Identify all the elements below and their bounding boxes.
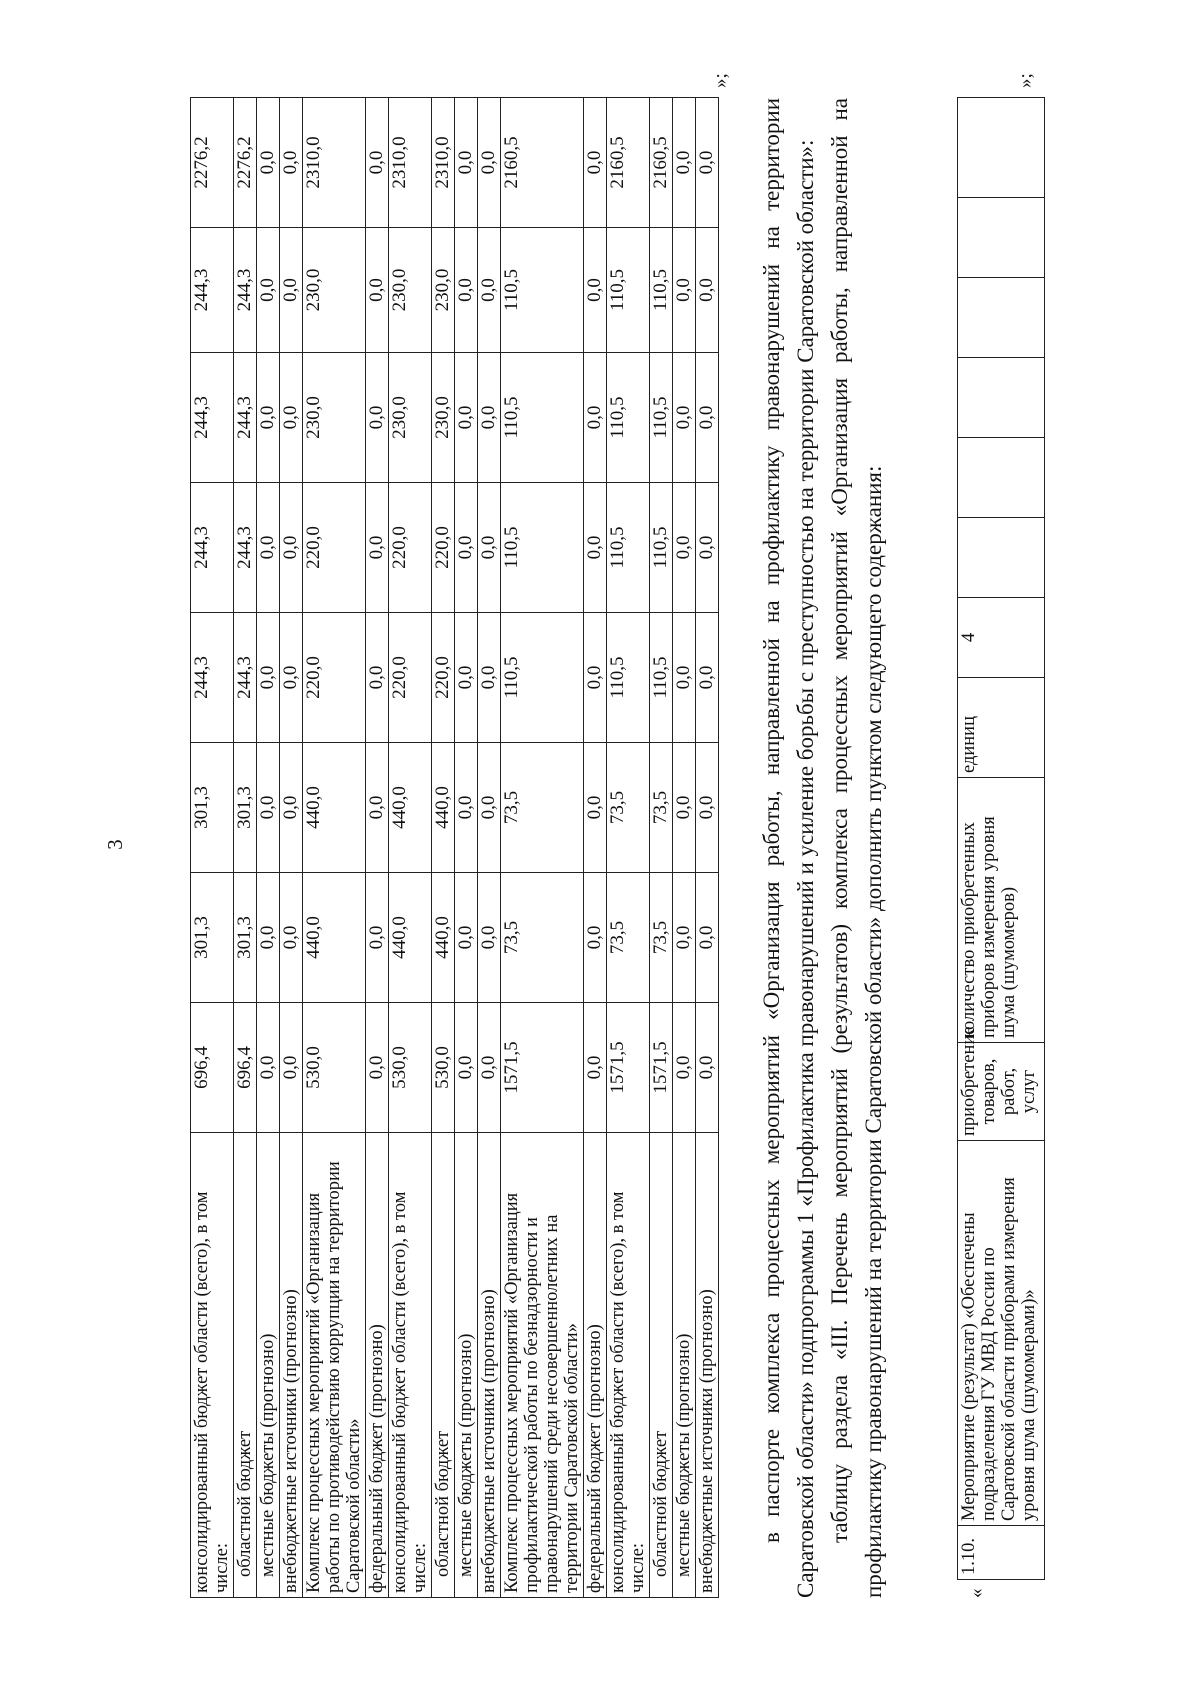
value-cell: 0,0 — [257, 98, 280, 228]
value-cell: 0,0 — [455, 613, 478, 743]
value-cell: 110,5 — [650, 613, 673, 743]
value-cell: 244,3 — [191, 483, 234, 613]
value-cell: 244,3 — [234, 353, 257, 483]
value-cell: 0,0 — [280, 98, 303, 228]
table-row — [673, 98, 696, 1598]
value-cell: 0,0 — [280, 228, 303, 353]
value-cell: 73,5 — [501, 873, 584, 1003]
value-cell: 0,0 — [257, 873, 280, 1003]
value-cell: 0,0 — [584, 613, 607, 743]
value-cell: 1571,5 — [501, 1003, 584, 1133]
value-cell: 110,5 — [501, 353, 584, 483]
value-cell: 0,0 — [696, 1003, 719, 1133]
value-cell: 110,5 — [607, 228, 650, 353]
value-cell: 530,0 — [303, 1003, 366, 1133]
value-cell: 110,5 — [501, 483, 584, 613]
value-cell: 0,0 — [696, 353, 719, 483]
value-cell: 0,0 — [584, 483, 607, 613]
value-cell: 0,0 — [673, 613, 696, 743]
row-label: внебюджетные источники (прогнозно) — [696, 1133, 719, 1598]
table-row — [234, 98, 257, 1598]
value-cell: 0,0 — [673, 353, 696, 483]
page-number: 3 — [102, 839, 127, 850]
event-number: 1.10. — [958, 1526, 1045, 1580]
value-cell: 0,0 — [478, 743, 501, 873]
value-cell: 230,0 — [432, 353, 455, 483]
value-cell: 230,0 — [303, 228, 366, 353]
table-row — [650, 98, 673, 1598]
event-value: 4 — [958, 598, 1045, 678]
value-cell: 0,0 — [366, 483, 389, 613]
value-cell: 0,0 — [280, 613, 303, 743]
value-cell: 110,5 — [650, 228, 673, 353]
value-cell: 301,3 — [234, 743, 257, 873]
value-cell: 0,0 — [280, 873, 303, 1003]
table-row — [478, 98, 501, 1598]
empty-cell — [958, 98, 1045, 198]
value-cell: 440,0 — [303, 743, 366, 873]
value-cell: 0,0 — [696, 483, 719, 613]
row-label: федеральный бюджет (прогнозно) — [366, 1133, 389, 1598]
value-cell: 0,0 — [584, 1003, 607, 1133]
table2-closing: »; — [1015, 73, 1036, 88]
value-cell: 0,0 — [673, 98, 696, 228]
value-cell: 244,3 — [191, 228, 234, 353]
value-cell: 2310,0 — [303, 98, 366, 228]
value-cell: 2160,5 — [501, 98, 584, 228]
value-cell: 440,0 — [389, 743, 432, 873]
value-cell: 0,0 — [696, 228, 719, 353]
row-label: консолидированный бюджет области (всего), в том числе: — [607, 1133, 650, 1598]
table2-open-quote: « — [966, 1588, 987, 1598]
value-cell: 0,0 — [455, 743, 478, 873]
value-cell: 0,0 — [455, 98, 478, 228]
row-label: внебюджетные источники (прогнозно) — [280, 1133, 303, 1598]
value-cell: 0,0 — [257, 613, 280, 743]
row-label: внебюджетные источники (прогнозно) — [478, 1133, 501, 1598]
row-label: местные бюджеты (прогнозно) — [455, 1133, 478, 1598]
row-label: местные бюджеты (прогнозно) — [257, 1133, 280, 1598]
value-cell: 301,3 — [191, 743, 234, 873]
value-cell: 0,0 — [673, 228, 696, 353]
value-cell: 73,5 — [607, 873, 650, 1003]
table-row — [696, 98, 719, 1598]
value-cell: 0,0 — [673, 873, 696, 1003]
empty-cell — [958, 518, 1045, 598]
table1-closing: »; — [710, 73, 731, 88]
value-cell: 0,0 — [478, 483, 501, 613]
table-row — [303, 98, 366, 1598]
value-cell: 0,0 — [673, 1003, 696, 1133]
table-row — [191, 98, 234, 1598]
value-cell: 0,0 — [257, 353, 280, 483]
value-cell: 230,0 — [389, 353, 432, 483]
table-row — [257, 98, 280, 1598]
value-cell: 110,5 — [650, 353, 673, 483]
value-cell: 73,5 — [650, 873, 673, 1003]
row-label: консолидированный бюджет области (всего), в том числе: — [389, 1133, 432, 1598]
value-cell: 230,0 — [389, 228, 432, 353]
value-cell: 0,0 — [257, 1003, 280, 1133]
value-cell: 220,0 — [389, 613, 432, 743]
amendment-text — [755, 98, 891, 1598]
value-cell: 0,0 — [280, 743, 303, 873]
event-unit: единиц — [958, 678, 1045, 778]
value-cell: 0,0 — [584, 228, 607, 353]
value-cell: 2310,0 — [389, 98, 432, 228]
value-cell: 2310,0 — [432, 98, 455, 228]
paragraph-table-addition: таблицу раздела «III. Перечень мероприятий (результатов) комплекса процессных мероприятий «Организация работы, направленной на профилактику правонарушений на территории Саратовской области» дополнить пунктом следующего содержания: — [827, 98, 886, 1598]
empty-cell — [958, 278, 1045, 358]
value-cell: 0,0 — [584, 98, 607, 228]
value-cell: 440,0 — [432, 743, 455, 873]
table-row — [455, 98, 478, 1598]
value-cell: 0,0 — [366, 613, 389, 743]
empty-cell — [958, 198, 1045, 278]
value-cell: 0,0 — [455, 1003, 478, 1133]
value-cell: 530,0 — [389, 1003, 432, 1133]
value-cell: 301,3 — [234, 873, 257, 1003]
value-cell: 244,3 — [234, 483, 257, 613]
value-cell: 244,3 — [191, 353, 234, 483]
value-cell: 0,0 — [478, 228, 501, 353]
events-table-row — [957, 97, 1045, 1580]
row-label: местные бюджеты (прогнозно) — [673, 1133, 696, 1598]
value-cell: 0,0 — [696, 743, 719, 873]
value-cell: 0,0 — [280, 483, 303, 613]
value-cell: 0,0 — [673, 743, 696, 873]
value-cell: 0,0 — [584, 353, 607, 483]
value-cell: 0,0 — [478, 873, 501, 1003]
table-row — [432, 98, 455, 1598]
value-cell: 0,0 — [584, 743, 607, 873]
table-row — [366, 98, 389, 1598]
table-row — [501, 98, 584, 1598]
value-cell: 0,0 — [280, 353, 303, 483]
value-cell: 530,0 — [432, 1003, 455, 1133]
row-label: областной бюджет — [650, 1133, 673, 1598]
value-cell: 0,0 — [257, 483, 280, 613]
value-cell: 230,0 — [303, 353, 366, 483]
table-row — [389, 98, 432, 1598]
value-cell: 0,0 — [257, 743, 280, 873]
value-cell: 0,0 — [280, 1003, 303, 1133]
value-cell: 2276,2 — [191, 98, 234, 228]
table-row — [958, 98, 1045, 1580]
value-cell: 0,0 — [696, 873, 719, 1003]
value-cell: 0,0 — [366, 98, 389, 228]
value-cell: 220,0 — [389, 483, 432, 613]
value-cell: 301,3 — [191, 873, 234, 1003]
value-cell: 440,0 — [389, 873, 432, 1003]
value-cell: 220,0 — [432, 613, 455, 743]
value-cell: 110,5 — [501, 613, 584, 743]
value-cell: 0,0 — [455, 483, 478, 613]
row-label: Комплекс процессных мероприятий «Организация работы по противодействию коррупции на территории Саратовской области» — [303, 1133, 366, 1598]
value-cell: 0,0 — [584, 873, 607, 1003]
value-cell: 2160,5 — [650, 98, 673, 228]
value-cell: 220,0 — [303, 483, 366, 613]
event-name: Мероприятие (результат) «Обеспечены подразделения ГУ МВД России по Саратовской области приборами измерения уровня шума (шумомерами)» — [958, 1141, 1045, 1526]
value-cell: 0,0 — [478, 353, 501, 483]
value-cell: 696,4 — [234, 1003, 257, 1133]
row-label: Комплекс процессных мероприятий «Организация профилактической работы по безнадзорности и правонарушений среди несовершеннолетних на территории Саратовской области» — [501, 1133, 584, 1598]
value-cell: 0,0 — [366, 873, 389, 1003]
row-label: федеральный бюджет (прогнозно) — [584, 1133, 607, 1598]
value-cell: 73,5 — [607, 743, 650, 873]
value-cell: 0,0 — [455, 228, 478, 353]
value-cell: 0,0 — [455, 353, 478, 483]
rotated-content — [190, 73, 1190, 1598]
financing-table — [190, 97, 719, 1598]
table-row — [280, 98, 303, 1598]
value-cell: 110,5 — [607, 483, 650, 613]
value-cell: 0,0 — [673, 483, 696, 613]
table-row — [607, 98, 650, 1598]
value-cell: 1571,5 — [607, 1003, 650, 1133]
value-cell: 0,0 — [366, 743, 389, 873]
value-cell: 110,5 — [607, 613, 650, 743]
value-cell: 244,3 — [234, 613, 257, 743]
value-cell: 440,0 — [303, 873, 366, 1003]
value-cell: 0,0 — [257, 228, 280, 353]
value-cell: 244,3 — [234, 228, 257, 353]
row-label: областной бюджет — [234, 1133, 257, 1598]
event-type: приобретение товаров, работ, услуг — [958, 1043, 1045, 1141]
value-cell: 244,3 — [191, 613, 234, 743]
value-cell: 73,5 — [501, 743, 584, 873]
paragraph-passport: в паспорте комплекса процессных мероприятий «Организация работы, направленной на профилактику правонарушений на территории Саратовской области» подпрограммы 1 «Профилактика правонарушений и усиление борьбы с преступностью на территории Саратовской области»: — [759, 98, 818, 1598]
value-cell: 0,0 — [696, 613, 719, 743]
value-cell: 0,0 — [478, 613, 501, 743]
value-cell: 0,0 — [366, 1003, 389, 1133]
table-row — [584, 98, 607, 1598]
value-cell: 2276,2 — [234, 98, 257, 228]
value-cell: 0,0 — [455, 873, 478, 1003]
row-label: консолидированный бюджет области (всего), в том числе: — [191, 1133, 234, 1598]
value-cell: 2160,5 — [607, 98, 650, 228]
value-cell: 696,4 — [191, 1003, 234, 1133]
value-cell: 0,0 — [478, 98, 501, 228]
value-cell: 73,5 — [650, 743, 673, 873]
value-cell: 110,5 — [501, 228, 584, 353]
value-cell: 220,0 — [432, 483, 455, 613]
empty-cell — [958, 358, 1045, 438]
value-cell: 0,0 — [366, 228, 389, 353]
value-cell: 0,0 — [696, 98, 719, 228]
value-cell: 220,0 — [303, 613, 366, 743]
value-cell: 110,5 — [607, 353, 650, 483]
empty-cell — [958, 438, 1045, 518]
value-cell: 230,0 — [432, 228, 455, 353]
event-indicator: количество приобретенных приборов измерения уровня шума (шумомеров) — [958, 778, 1045, 1043]
value-cell: 110,5 — [650, 483, 673, 613]
value-cell: 0,0 — [478, 1003, 501, 1133]
row-label: областной бюджет — [432, 1133, 455, 1598]
value-cell: 0,0 — [366, 353, 389, 483]
value-cell: 1571,5 — [650, 1003, 673, 1133]
value-cell: 440,0 — [432, 873, 455, 1003]
